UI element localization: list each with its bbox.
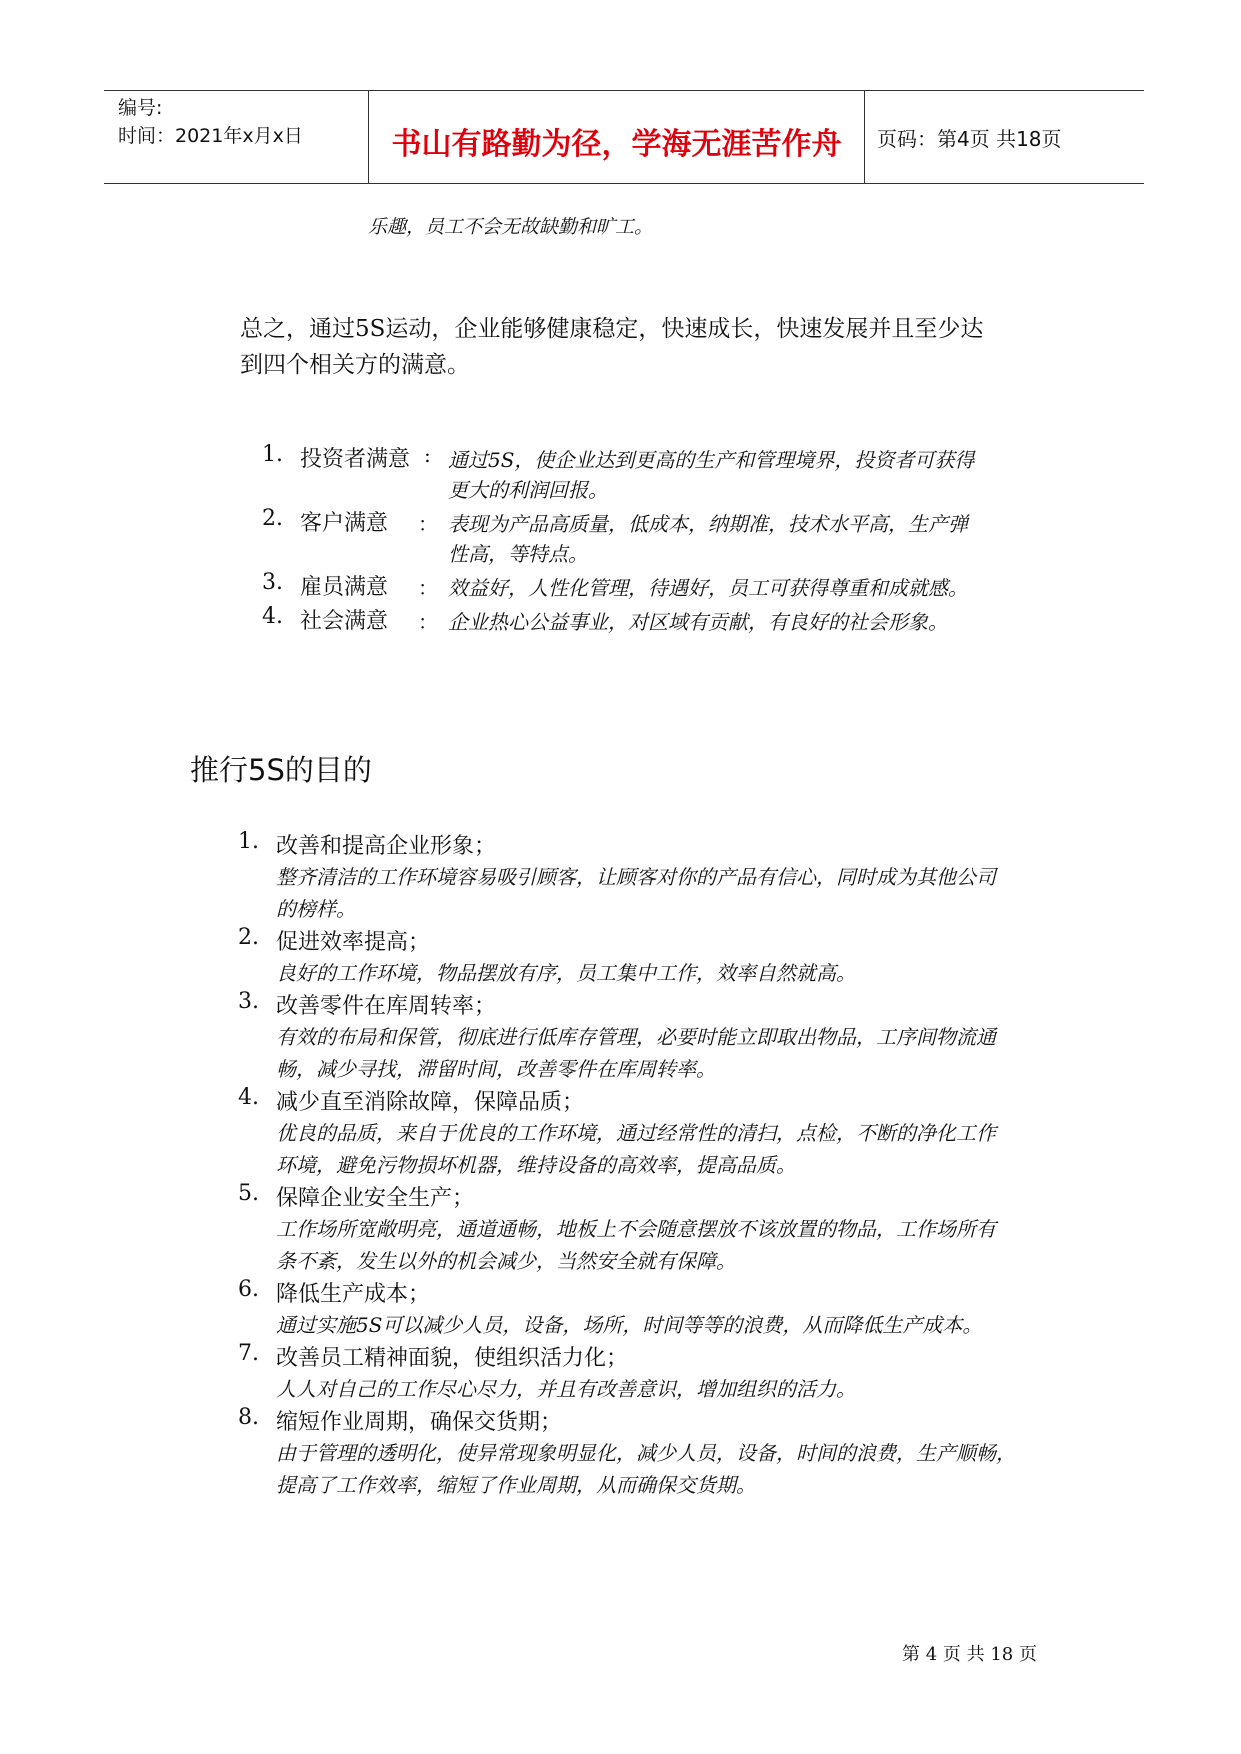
satisfaction-number: 3.	[262, 570, 283, 595]
goal-number: 5.	[238, 1181, 259, 1206]
satisfaction-colon: ：	[418, 512, 438, 536]
goal-desc-line2: 的榜样。	[276, 897, 356, 921]
satisfaction-desc-line1: 效益好，人性化管理，待遇好，员工可获得尊重和成就感。	[448, 576, 968, 600]
goal-desc-line1: 人人对自己的工作尽心尽力，并且有改善意识，增加组织的活力。	[276, 1377, 856, 1401]
goal-desc-line1: 良好的工作环境，物品摆放有序，员工集中工作，效率自然就高。	[276, 961, 856, 985]
goal-title: 改善和提高企业形象；	[276, 834, 497, 859]
goal-desc-line1: 有效的布局和保管，彻底进行低库存管理，必要时能立即取出物品，工序间物流通	[276, 1025, 996, 1049]
header-page-cell	[865, 91, 1144, 183]
header-motto: 书山有路勤为径，学海无涯苦作舟	[391, 127, 842, 162]
goal-number: 1.	[238, 829, 259, 854]
goal-desc-line2: 畅，减少寻找，滞留时间，改善零件在库周转率。	[276, 1057, 716, 1081]
goal-number: 6.	[238, 1277, 259, 1302]
header-left-cell	[104, 91, 369, 183]
satisfaction-label: 雇员满意	[300, 575, 389, 600]
header-page-label: 页码：第4页 共18页	[877, 127, 1062, 151]
satisfaction-colon: ：	[418, 576, 438, 600]
goal-title: 改善员工精神面貌，使组织活力化；	[276, 1346, 629, 1371]
goal-desc-line2: 环境，避免污物损坏机器，维持设备的高效率，提高品质。	[276, 1153, 796, 1177]
satisfaction-label: 客户满意	[300, 511, 389, 536]
header-time-label: 时间：2021年x月x日	[118, 125, 303, 147]
header-motto-cell	[369, 91, 865, 183]
goal-number: 7.	[238, 1341, 259, 1366]
goal-desc-line1: 通过实施5S可以减少人员，设备，场所，时间等等的浪费，从而降低生产成本。	[276, 1313, 983, 1337]
page-footer: 第 4 页 共 18 页	[902, 1644, 1037, 1665]
goal-number: 4.	[238, 1085, 259, 1110]
satisfaction-label: 社会满意	[300, 609, 389, 634]
goal-title: 保障企业安全生产；	[276, 1186, 475, 1211]
continuation-text: 乐趣，员工不会无故缺勤和旷工。	[368, 216, 654, 238]
satisfaction-desc-line1: 通过5S，使企业达到更高的生产和管理境界，投资者可获得	[448, 448, 975, 472]
satisfaction-colon: :	[424, 443, 431, 467]
section-heading: 推行5S的目的	[190, 753, 372, 787]
satisfaction-desc-line2: 性高，等特点。	[448, 542, 588, 566]
goal-desc-line2: 提高了工作效率，缩短了作业周期，从而确保交货期。	[276, 1473, 756, 1497]
goal-title: 减少直至消除故障，保障品质；	[276, 1090, 585, 1115]
satisfaction-number: 1.	[262, 442, 283, 467]
satisfaction-number: 2.	[262, 506, 283, 531]
goal-title: 促进效率提高；	[276, 930, 431, 955]
satisfaction-colon: ：	[418, 610, 438, 634]
goal-desc-line1: 工作场所宽敞明亮，通道通畅，地板上不会随意摆放不该放置的物品，工作场所有	[276, 1217, 996, 1241]
goal-title: 降低生产成本；	[276, 1282, 431, 1307]
goal-number: 2.	[238, 925, 259, 950]
satisfaction-desc-line2: 更大的利润回报。	[448, 478, 608, 502]
page-header	[104, 90, 1144, 184]
goal-desc-line1: 由于管理的透明化，使异常现象明显化，减少人员，设备，时间的浪费，生产顺畅，	[276, 1441, 1016, 1465]
goal-desc-line2: 条不紊，发生以外的机会减少，当然安全就有保障。	[276, 1249, 736, 1273]
goal-title: 改善零件在库周转率；	[276, 994, 497, 1019]
goal-number: 3.	[238, 989, 259, 1014]
satisfaction-desc-line1: 表现为产品高质量，低成本，纳期准，技术水平高，生产弹	[448, 512, 968, 536]
goal-desc-line1: 整齐清洁的工作环境容易吸引顾客，让顾客对你的产品有信心，同时成为其他公司	[276, 865, 996, 889]
summary-line-2: 到四个相关方的满意。	[240, 352, 470, 378]
summary-line-1: 总之，通过5S运动，企业能够健康稳定，快速成长，快速发展并且至少达	[240, 316, 984, 342]
header-number-label: 编号:	[118, 97, 163, 119]
satisfaction-number: 4.	[262, 604, 283, 629]
goal-title: 缩短作业周期，确保交货期；	[276, 1410, 563, 1435]
satisfaction-desc-line1: 企业热心公益事业，对区域有贡献，有良好的社会形象。	[448, 610, 948, 634]
goal-number: 8.	[238, 1405, 259, 1430]
goal-desc-line1: 优良的品质，来自于优良的工作环境，通过经常性的清扫，点检，不断的净化工作	[276, 1121, 996, 1145]
satisfaction-label: 投资者满意	[300, 447, 411, 472]
